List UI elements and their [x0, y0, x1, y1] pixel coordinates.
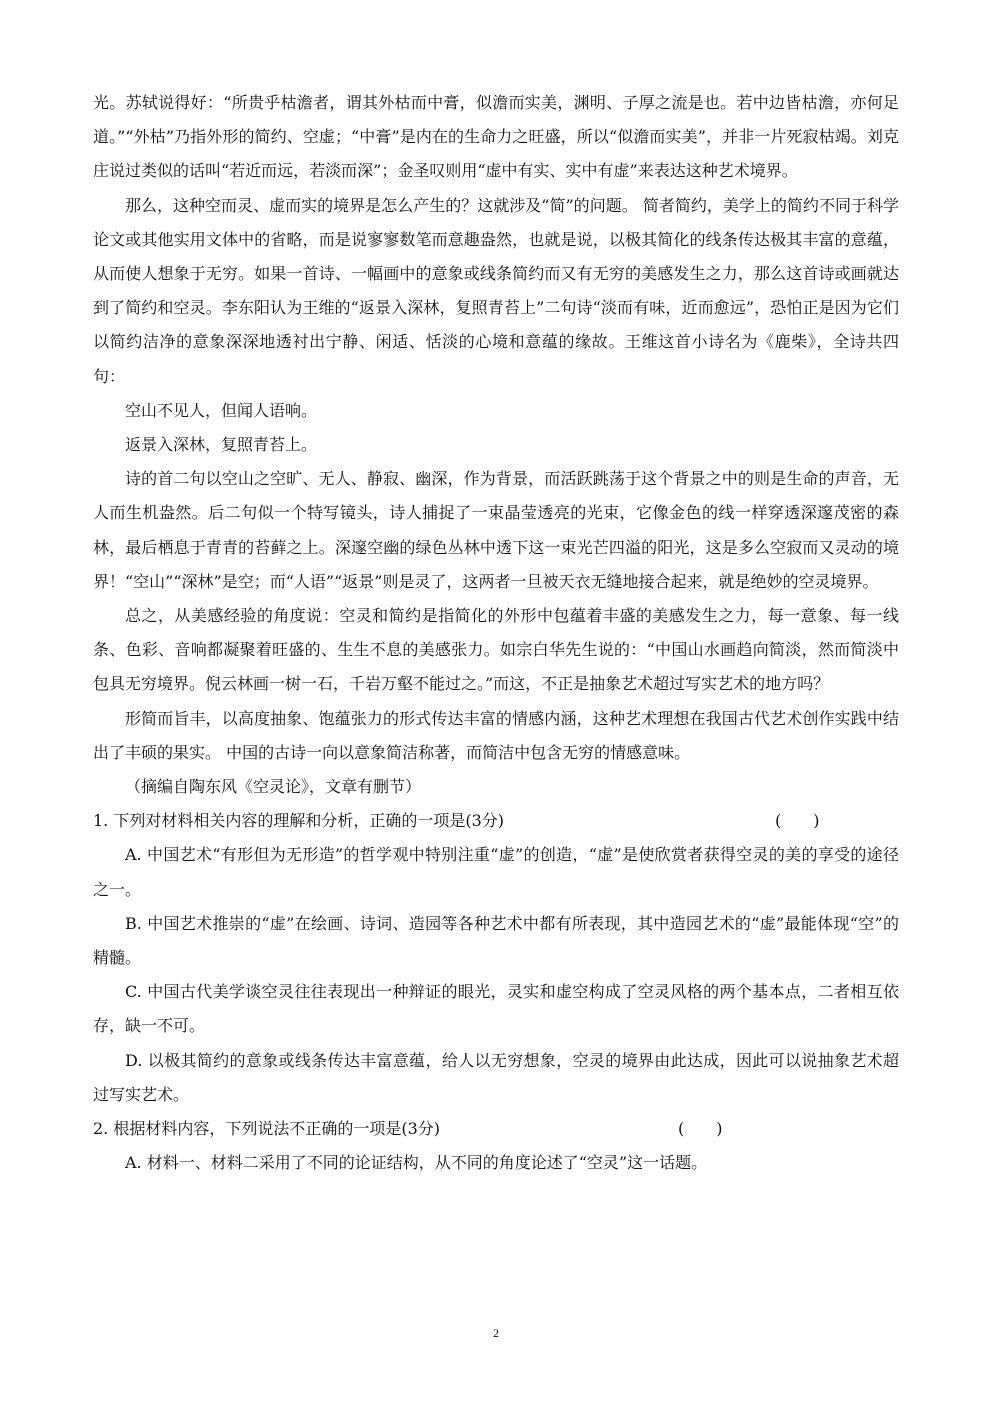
poem-line: 返景入深林，复照青苔上。 [125, 435, 318, 455]
source-note: （摘编自陶东风《空灵论》，文章有删节） [125, 777, 422, 797]
paragraph: 光。苏轼说得好：“所贵乎枯澹者，谓其外枯而中膏，似澹而实美，渊明、子厚之流是也。若中边皆枯澹，亦何足道。”“外枯”乃指外形的简约、空虚；“中膏”是内在的生命力之旺盛，所以“似澹而实美”，并非一片死寂枯竭。刘克庄说过类似的话叫“若近而远，若淡而深”；金圣叹则用“虚中有实、实中有虚”来表达这种艺术境界。 [93, 93, 899, 181]
page-number: 2 [493, 1326, 499, 1340]
option-d: D. 以极其简约的意象或线条传达丰富意蕴，给人以无穷想象，空灵的境界由此达成，因此可以说抽象艺术超过写实艺术。 [93, 1050, 899, 1104]
option-b: B. 中国艺术推崇的“虚”在绘画、诗词、造园等各种艺术中都有所表现，其中造园艺术的“虚”最能体现“空”的精髓。 [93, 913, 899, 968]
paragraph: 那么，这种空而灵、虚而实的境界是怎么产生的？这就涉及“简”的问题。 简者简约，美学上的简约不同于科学论文或其他实用文体中的省略，而是说寥寥数笔而意趣盎然，也就是说，以极其简化的线条传达极其丰富的意蕴，从而使人想象于无穷。如果一首诗、一幅画中的意象或线条简约而又有无穷的美感发生之力，那么这首诗或画就达到了简约和空灵。李东阳认为王维的“返景入深林，复照青苔上”二句诗“淡而有味，近而愈远”，恐怕正是因为它们以简约洁净的意象深深地透衬出宁静、闲适、恬淡的心境和意蕴的缘故。王维这首小诗名为《鹿柴》，全诗共四句： [93, 195, 899, 386]
paragraph: 总之，从美感经验的角度说：空灵和简约是指简化的外形中包蕴着丰盛的美感发生之力，每一意象、每一线条、色彩、音响都凝聚着旺盛的、生生不息的美感张力。如宗白华先生说的：“中国山水画趋向简淡，然而简淡中包具无穷境界。倪云林画一树一石，千岩万壑不能过之。”而这，不正是抽象艺术超过写实艺术的地方吗？ [93, 606, 899, 694]
article-body [93, 86, 899, 1181]
option-c: C. 中国古代美学谈空灵往往表现出一种辩证的眼光，灵实和虚空构成了空灵风格的两个基本点，二者相互依存，缺一不可。 [93, 982, 899, 1036]
question-stem: 1. 下列对材料相关内容的理解和分析，正确的一项是(3分) [93, 811, 505, 831]
paragraph: 诗的首二句以空山之空旷、无人、静寂、幽深，作为背景，而活跃跳荡于这个背景之中的则是生命的声音，无人而生机盎然。后二句似一个特写镜头，诗人捕捉了一束晶莹透亮的光束，它像金色的线一样穿透深邃茂密的森林，最后栖息于青青的苔藓之上。深邃空幽的绿色丛林中透下这一束光芒四溢的阳光，这是多么空寂而又灵动的境界！“空山”“深林”是空；而“人语”“返景”则是灵了，这两者一旦被天衣无缝地接合起来，就是绝妙的空灵境界。 [93, 469, 899, 591]
answer-blank: ( ) [775, 811, 820, 831]
question-2 [93, 1112, 899, 1146]
question-1 [93, 804, 899, 838]
option-a: A. 中国艺术“有形但为无形造”的哲学观中特别注重“虚”的创造，“虚”是使欣赏者获得空灵的美的享受的途径之一。 [93, 845, 899, 899]
answer-blank: ( ) [678, 1119, 723, 1139]
question-stem: 2. 根据材料内容，下列说法不正确的一项是(3分) [93, 1119, 441, 1139]
paragraph: 形简而旨丰，以高度抽象、饱蕴张力的形式传达丰富的情感内涵，这种艺术理想在我国古代艺术创作实践中结出了丰硕的果实。 中国的古诗一向以意象简洁称著，而简洁中包含无穷的情感意味。 [93, 708, 899, 762]
poem-line: 空山不见人，但闻人语响。 [125, 400, 318, 420]
option-a: A. 材料一、材料二采用了不同的论证结构，从不同的角度论述了“空灵”这一话题。 [125, 1153, 708, 1173]
